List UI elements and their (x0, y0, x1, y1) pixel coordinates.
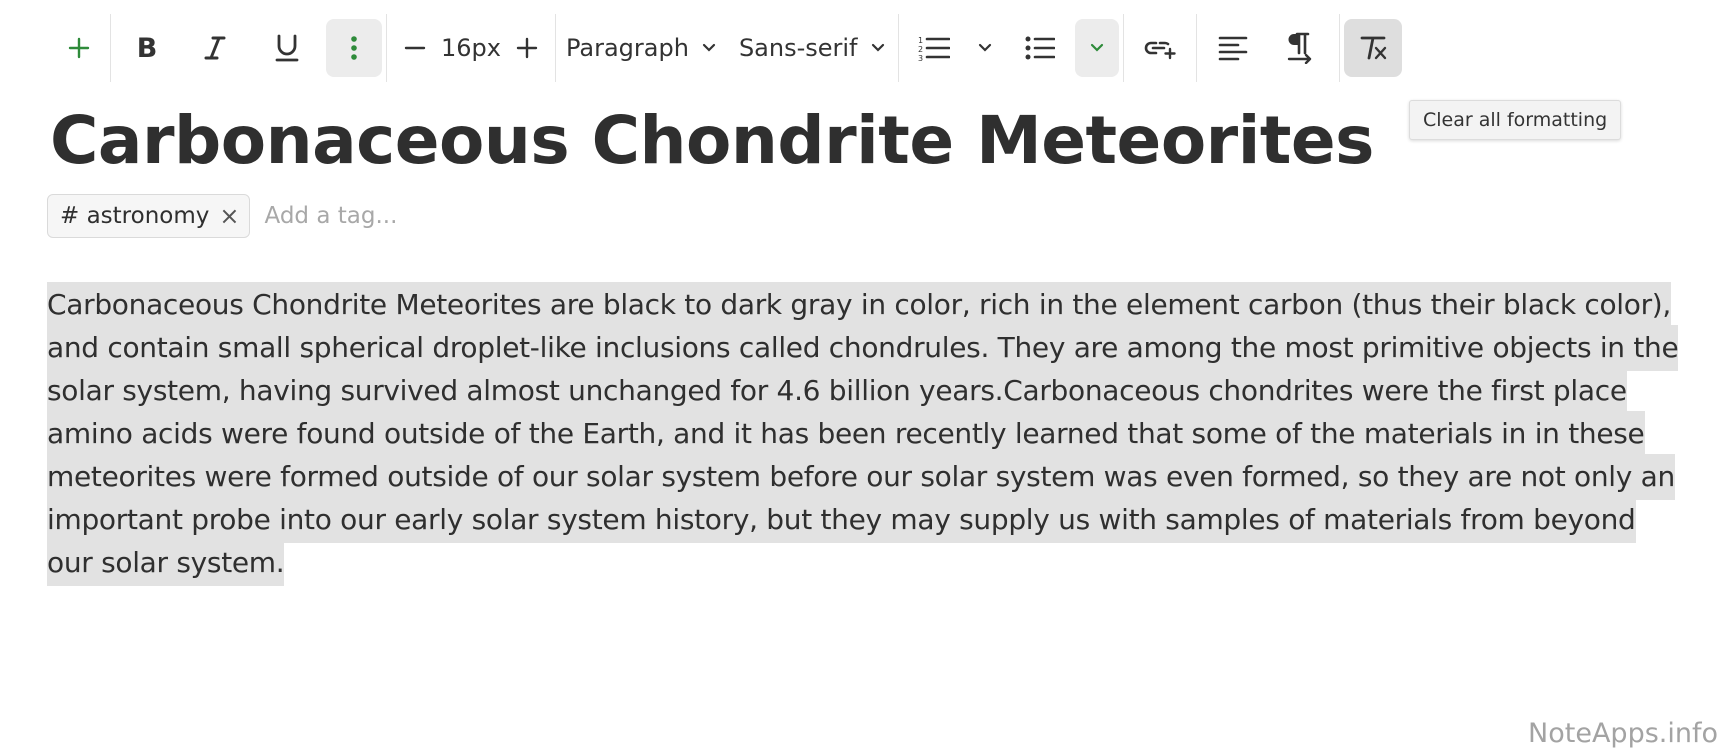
numbered-list-button[interactable] (903, 19, 965, 77)
note-body[interactable] (47, 283, 1687, 584)
selected-body-text: Carbonaceous Chondrite Meteorites are black to dark gray in color, rich in the element carbon (thus their black color), and contain small spherical droplet-like inclusions called chondrules. They are among the most primitive objects in the solar system, having survived almost unchanged for 4.6 billion years.Carbonaceous chondrites were the first place amino acids were found outside of the Earth, and it has been recently learned that some of the materials in in these meteorites were formed outside of our solar system before our solar system was even formed, so they are not only an important probe into our early solar system history, but they may supply us with samples of materials from beyond our solar system. (47, 282, 1678, 586)
clear-formatting-button[interactable] (1344, 19, 1402, 77)
more-vertical-icon (350, 35, 358, 61)
block-type-label: Paragraph (566, 34, 689, 62)
decrease-font-size-button[interactable] (391, 19, 439, 77)
svg-text:1: 1 (917, 36, 923, 45)
toolbar-divider (1196, 14, 1197, 82)
bulleted-list-button[interactable] (1005, 19, 1075, 77)
toolbar-divider (386, 14, 387, 82)
italic-icon (204, 35, 226, 61)
insert-link-icon (1143, 36, 1177, 60)
font-size-value[interactable] (439, 19, 503, 77)
svg-text:2: 2 (917, 45, 923, 54)
align-left-button[interactable] (1201, 19, 1265, 77)
clear-formatting-icon (1358, 34, 1388, 62)
note-title[interactable]: Carbonaceous Chondrite Meteorites (50, 102, 1374, 179)
tag-label: # astronomy (60, 203, 210, 229)
bold-button[interactable] (115, 19, 179, 77)
clear-formatting-tooltip: Clear all formatting (1409, 100, 1621, 140)
underline-icon (275, 33, 299, 63)
paragraph-direction-icon (1286, 32, 1314, 64)
italic-button[interactable] (179, 19, 251, 77)
align-left-icon (1218, 35, 1248, 61)
toolbar-divider (110, 14, 111, 82)
more-options-button[interactable] (326, 19, 382, 77)
increase-font-size-button[interactable] (503, 19, 551, 77)
toolbar-divider (1123, 14, 1124, 82)
add-tag-input[interactable] (264, 203, 524, 229)
bulleted-list-options-button[interactable] (1075, 19, 1119, 77)
chevron-down-icon (701, 42, 717, 54)
remove-tag-icon[interactable]: × (219, 202, 240, 230)
underline-button[interactable] (251, 19, 323, 77)
chevron-down-icon (870, 42, 886, 54)
chevron-down-icon (1089, 42, 1105, 54)
svg-text:3: 3 (917, 54, 923, 62)
insert-link-button[interactable] (1128, 19, 1192, 77)
chevron-down-icon (977, 42, 993, 54)
font-size-label: 16px (441, 34, 501, 62)
decrease-font-icon (404, 37, 426, 59)
tag-row (47, 194, 524, 238)
bold-icon: B (136, 32, 158, 64)
add-block-button[interactable] (52, 19, 106, 77)
block-type-dropdown[interactable] (560, 19, 723, 77)
bulleted-list-icon (1025, 35, 1055, 61)
toolbar-divider (555, 14, 556, 82)
numbered-list-icon (918, 34, 950, 62)
add-icon (68, 37, 90, 59)
font-family-label: Sans-serif (738, 34, 858, 62)
formatting-toolbar (52, 19, 1402, 77)
toolbar-divider (898, 14, 899, 82)
increase-font-icon (516, 37, 538, 59)
watermark: NoteApps.info (1528, 718, 1718, 749)
toolbar-divider (1339, 14, 1340, 82)
tag-chip[interactable] (47, 194, 250, 238)
font-family-dropdown[interactable] (723, 19, 894, 77)
text-direction-button[interactable] (1265, 19, 1335, 77)
numbered-list-options-button[interactable] (965, 19, 1005, 77)
